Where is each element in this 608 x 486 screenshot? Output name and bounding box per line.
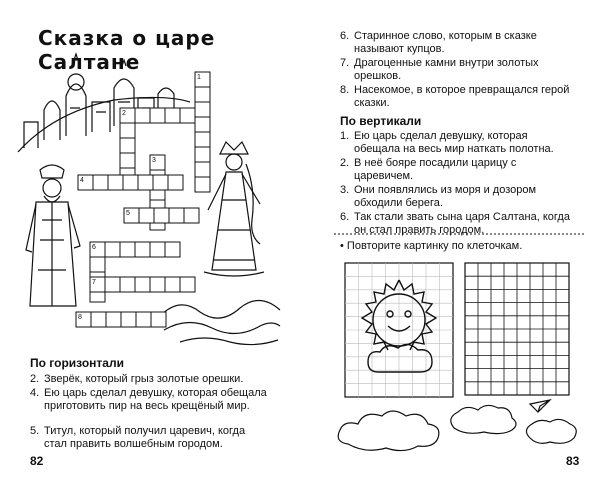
across-clue: 2. Зверёк, который грыз золотые орешки. — [30, 373, 244, 385]
across-clue: 6. Старинное слово, которым в сказке называют купцов. — [340, 30, 537, 55]
across-clue: 7. Драгоценные камни внутри золотых орешков. — [340, 57, 539, 82]
grid-number-6: 6 — [92, 244, 96, 251]
divider-line — [334, 232, 584, 236]
across-header: По горизонтали — [30, 356, 124, 370]
empty-drawing-grid — [464, 262, 570, 396]
grid-number-5: 5 — [126, 210, 130, 217]
across-clue: 5. Титул, который получил царевич, когда стал править волшебным городом. — [30, 425, 246, 450]
down-clue: 3. Они появлялись из моря и дозором обходили берега. — [340, 184, 537, 209]
right-page — [304, 0, 608, 486]
page-number: 82 — [30, 454, 44, 468]
page-title: Сказка о царе Салтане — [38, 26, 216, 74]
across-clue: 8. Насекомое, в которое превращался герой сказки. — [340, 84, 570, 109]
down-clue: 2. В неё бояре посадили царицу с царевичем. — [340, 157, 517, 182]
down-clue: 1. Ею царь сделал девушку, которая обещала на весь мир наткать полотна. — [340, 130, 554, 155]
down-clue: 6. Так стали звать сына царя Салтана, когда он стал править городом. — [340, 211, 570, 236]
sun-drawing-grid — [344, 262, 454, 398]
bullet-icon: • — [340, 240, 347, 252]
grid-number-7: 7 — [92, 279, 96, 286]
page-number: 83 — [566, 454, 580, 468]
grid-number-1: 1 — [197, 74, 201, 81]
down-header: По вертикали — [340, 114, 422, 128]
clouds-illustration — [334, 398, 584, 458]
task-instruction: • Повторите картинку по клеточкам. — [340, 240, 523, 252]
grid-number-4: 4 — [80, 177, 84, 184]
grid-number-3: 3 — [152, 157, 156, 164]
crossword-grid — [72, 70, 222, 334]
grid-number-2: 2 — [122, 110, 126, 117]
grid-number-8: 8 — [78, 314, 82, 321]
across-clue: 4. Ею царь сделал девушку, которая обещала приготовить пир на весь крещёный мир. — [30, 387, 267, 412]
